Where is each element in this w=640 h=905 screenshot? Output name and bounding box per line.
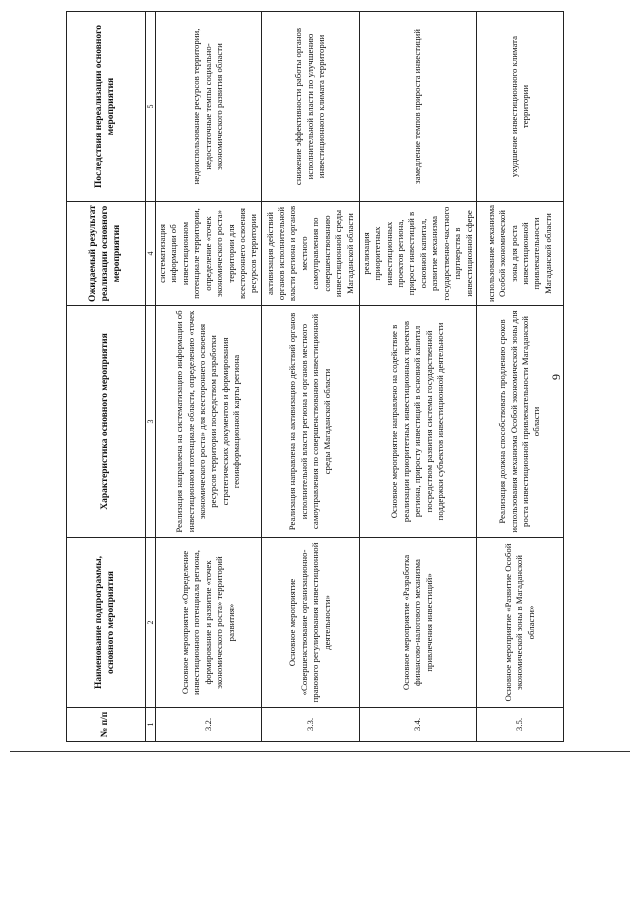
row-result: использование механизма Особой экономической зоны для роста инвестиционной привлекательности Магаданской области bbox=[477, 202, 564, 306]
row-description: Реализация направлена на систематизацию информации об инвестиционном потенциале области, определению «точек экономического роста» для всестороннего освоения ресурсов территории посредством разработки стратегических документов и формирования геоинформационной карты региона bbox=[156, 306, 262, 538]
row-consequence: недоиспользование ресурсов территории, недостаточные темпы социально-экономического развития области bbox=[156, 12, 262, 202]
row-name: Основное мероприятие «Разработка финансово-налогового механизма привлечения инвестиций» bbox=[359, 538, 476, 708]
column-number-row bbox=[146, 12, 156, 742]
row-result: систематизация информации об инвестиционном потенциале территории, определение «точек экономического роста» территории для всестороннего освоения ресурсов территории bbox=[156, 202, 262, 306]
row-consequence: замедление темпов прироста инвестиций bbox=[359, 12, 476, 202]
row-name: Основное мероприятие «Совершенствование организационно-правового регулирования инвестиционной деятельности» bbox=[261, 538, 359, 708]
row-number: 3.5. bbox=[477, 708, 564, 742]
row-result: реализация приоритетных инвестиционных проектов региона, прирост инвестиций в основной капитал, развитие механизма государственно-частного партнерства в инвестиционной сфере bbox=[359, 202, 476, 306]
row-name: Основное мероприятие «Определение инвестиционного потенциала региона, формирование и развитие «точек экономического роста» территорий развития» bbox=[156, 538, 262, 708]
row-name: Основное мероприятие «Развитие Особой экономической зоны в Магаданской области» bbox=[477, 538, 564, 708]
header-name: Наименование подпрограммы, основного мероприятия bbox=[67, 538, 146, 708]
header-consequence: Последствия нереализации основного мероприятия bbox=[67, 12, 146, 202]
column-number: 4 bbox=[146, 202, 156, 306]
rotated-page bbox=[66, 12, 566, 742]
row-description: Реализация направлена на активизацию действий органов исполнительной власти региона и органов местного самоуправления по совершенствованию инвестиционной среды Магаданской области bbox=[261, 306, 359, 538]
table-header-row bbox=[67, 12, 146, 742]
row-consequence: снижение эффективности работы органов исполнительной власти по улучшению инвестиционного климата территории bbox=[261, 12, 359, 202]
measures-table bbox=[66, 11, 564, 742]
header-result: Ожидаемый результат реализации основного мероприятия bbox=[67, 202, 146, 306]
column-number: 1 bbox=[146, 708, 156, 742]
row-result: активизация действий органов исполнительной власти региона и органов местного самоуправления по совершенствованию инвестиционной среды Магаданской области bbox=[261, 202, 359, 306]
header-number: № п/п bbox=[67, 708, 146, 742]
column-number: 5 bbox=[146, 12, 156, 202]
row-consequence: ухудшение инвестиционного климата территории bbox=[477, 12, 564, 202]
row-number: 3.3. bbox=[261, 708, 359, 742]
table-row bbox=[359, 12, 476, 742]
table-row bbox=[261, 12, 359, 742]
row-description: Реализация должна способствовать продлению сроков использования механизма Особой экономической зоны для роста инвестиционной привлекательности Магаданской области bbox=[477, 306, 564, 538]
table-row bbox=[156, 12, 262, 742]
page-number: 9 bbox=[549, 374, 563, 380]
separator-line bbox=[10, 751, 630, 752]
row-number: 3.4. bbox=[359, 708, 476, 742]
row-description: Основное мероприятие направлено на содействие в реализации приоритетных инвестиционных проектов региона, приросту инвестиций в основной капитал посредством развития системы государственной поддержки субъектов инвестиционной деятельности bbox=[359, 306, 476, 538]
header-description: Характеристика основного мероприятия bbox=[67, 306, 146, 538]
column-number: 3 bbox=[146, 306, 156, 538]
column-number: 2 bbox=[146, 538, 156, 708]
row-number: 3.2. bbox=[156, 708, 262, 742]
